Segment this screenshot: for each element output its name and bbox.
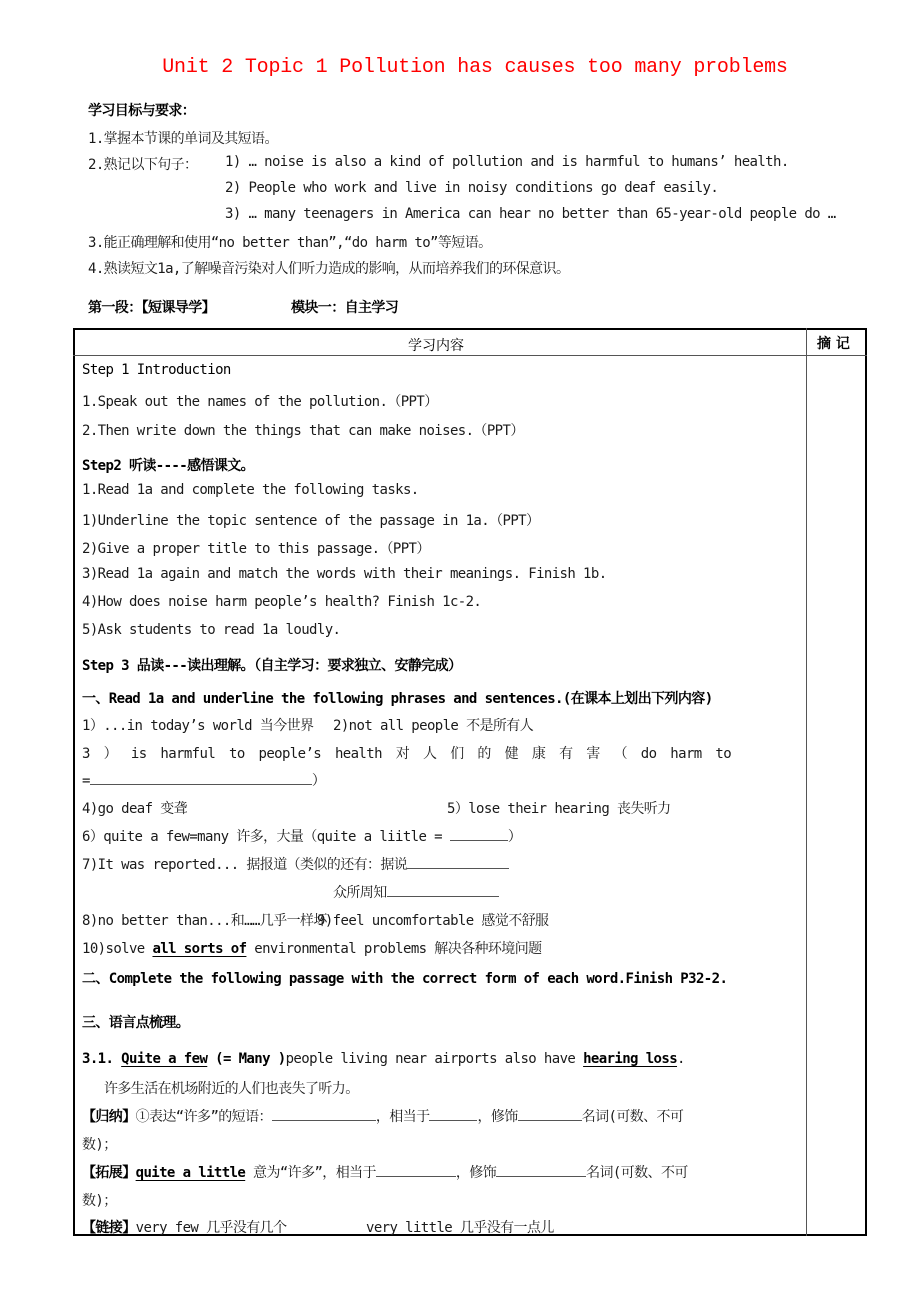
point-bold: (= Many )	[207, 1051, 286, 1067]
part2-heading: 二、Complete the following passage with the correct form of each word.Finish P32-2.	[82, 971, 728, 987]
objective-item-4: 4.熟读短文1a,了解噪音污染对人们听力造成的影响，从而培养我们的环保意识。	[88, 261, 570, 277]
summary-e: 数)；	[82, 1137, 117, 1153]
phrase-3: 3 ） is harmful to people’s health 对 人 们 的 健 康 有 害 （ do harm to	[82, 746, 732, 762]
phrase-10-prefix: 10)solve	[82, 941, 153, 957]
link-b: very little 几乎没有一点儿	[366, 1220, 554, 1236]
extend-blank-1[interactable]	[376, 1162, 456, 1177]
step1-item-2: 2.Then write down the things that can make noises.（PPT）	[82, 423, 524, 439]
objective-sentence-2: 2) People who work and live in noisy conditions go deaf easily.	[225, 180, 719, 196]
objective-item-3: 3.能正确理解和使用“no better than”,“do harm to”等短语。	[88, 235, 492, 251]
phrase-10-underlined: all sorts of	[152, 941, 247, 957]
objective-item-2: 2.熟记以下句子：	[88, 157, 198, 173]
extend-b: ，修饰	[455, 1165, 497, 1181]
summary-label: 【归纳】	[82, 1109, 136, 1125]
phrase-7-blank-2[interactable]	[387, 882, 499, 897]
phrase-3-blank[interactable]	[90, 770, 312, 785]
phrase-10-suffix: environmental problems 解决各种环境问题	[246, 941, 542, 957]
phrase-3-blank-line	[82, 770, 325, 790]
extend-c: 名词(可数、不可	[586, 1165, 688, 1181]
part1-heading: 一、Read 1a and underline the following phrases and sentences.(在课本上划出下列内容)	[82, 691, 713, 707]
summary-b: ，相当于	[375, 1109, 430, 1125]
phrase-6-blank[interactable]	[450, 826, 508, 841]
step2-item-6: 5)Ask students to read 1a loudly.	[82, 622, 341, 638]
objectives-heading: 学习目标与要求：	[88, 103, 196, 119]
summary-blank-1[interactable]	[272, 1106, 376, 1121]
table-header-notes: 摘 记	[817, 336, 850, 352]
step2-item-2: 1)Underline the topic sentence of the passage in 1a.（PPT）	[82, 513, 540, 529]
summary-d: 名词(可数、不可	[581, 1109, 684, 1125]
summary-blank-3[interactable]	[518, 1106, 582, 1121]
summary-blank-2[interactable]	[429, 1106, 477, 1121]
phrase-6: 6）quite a few=many 许多，大量（quite a liitle =	[82, 829, 450, 845]
point-underlined-2: hearing loss	[583, 1051, 678, 1067]
phrase-4: 4)go deaf 变聋	[82, 801, 188, 817]
objective-sentence-1: 1) … noise is also a kind of pollution and is harmful to humans’ health.	[225, 154, 789, 170]
column-divider	[806, 328, 807, 1236]
extend-blank-2[interactable]	[496, 1162, 586, 1177]
point-text: people living near airports also have	[285, 1051, 584, 1067]
phrase-8: 8)no better than...和……几乎一样坏	[82, 913, 327, 929]
point-end: .	[677, 1051, 685, 1067]
step2-item-1: 1.Read 1a and complete the following tasks.	[82, 482, 419, 498]
step2-title: Step2 听读----感悟课文。	[82, 458, 255, 474]
extend-label: 【拓展】	[82, 1165, 136, 1181]
step1-title: Step 1 Introduction	[82, 362, 231, 378]
phrase-3-suffix: ）	[311, 773, 326, 789]
phrase-5: 5）lose their hearing 丧失听力	[447, 801, 671, 817]
point-number: 3.1.	[82, 1051, 122, 1067]
objective-item-1: 1.掌握本节课的单词及其短语。	[88, 131, 278, 147]
header-divider	[73, 355, 867, 356]
summary-a: ①表达“许多”的短语：	[135, 1109, 272, 1125]
phrase-1: 1）...in today’s world 当今世界	[82, 718, 314, 734]
phrase-7-blank-1[interactable]	[407, 854, 509, 869]
point-translation: 许多生活在机场附近的人们也丧失了听力。	[104, 1081, 359, 1097]
section-module-heading: 模块一：自主学习	[291, 300, 399, 316]
objective-sentence-3: 3) … many teenagers in America can hear no better than 65-year-old people do …	[225, 206, 836, 222]
document-title: Unit 2 Topic 1 Pollution has causes too many problems	[162, 56, 788, 79]
table-header-content: 学习内容	[408, 338, 464, 354]
phrase-6-suffix: ）	[507, 829, 522, 845]
phrase-2: 2)not all people 不是所有人	[333, 718, 534, 734]
step3-title: Step 3 品读---读出理解。（自主学习：要求独立、安静完成）	[82, 658, 462, 674]
step2-item-4: 3)Read 1a again and match the words with their meanings. Finish 1b.	[82, 566, 607, 582]
extend-a: 意为“许多”，相当于	[245, 1165, 376, 1181]
summary-c: ，修饰	[477, 1109, 518, 1125]
phrase-7b: 众所周知	[333, 885, 387, 901]
phrase-9: 9)feel uncomfortable 感觉不舒服	[317, 913, 549, 929]
step2-item-3: 2)Give a proper title to this passage.（PPT）	[82, 541, 430, 557]
extend-phrase: quite a little	[135, 1165, 246, 1181]
part3-heading: 三、语言点梳理。	[82, 1015, 190, 1031]
phrase-3-prefix: =	[82, 773, 90, 789]
step1-item-1: 1.Speak out the names of the pollution.（PPT）	[82, 394, 438, 410]
link-a: very few 几乎没有几个	[135, 1220, 287, 1236]
phrase-7: 7)It was reported... 据报道（类似的还有：据说	[82, 857, 408, 873]
link-label: 【链接】	[82, 1220, 136, 1236]
step2-item-5: 4)How does noise harm people’s health? Finish 1c-2.	[82, 594, 482, 610]
point-underlined-1: Quite a few	[121, 1051, 208, 1067]
section-part-heading: 第一段：【短课导学】	[88, 300, 215, 316]
extend-d: 数)；	[82, 1193, 117, 1209]
